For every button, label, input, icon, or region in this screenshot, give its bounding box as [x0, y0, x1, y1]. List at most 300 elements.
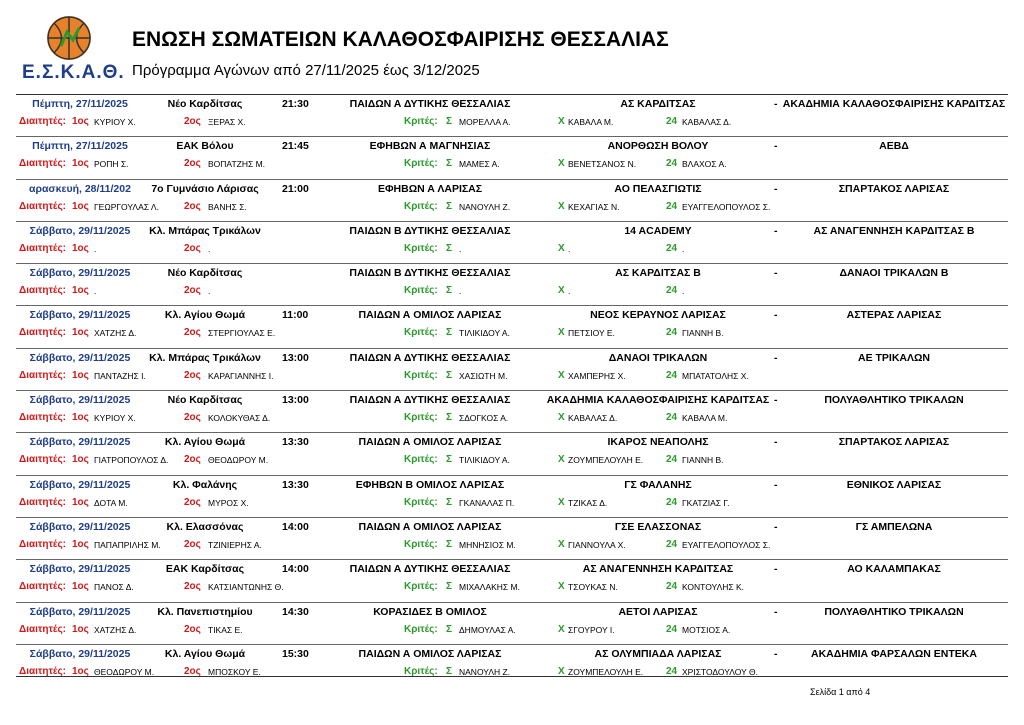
timer-label: Χ	[558, 242, 565, 254]
referees-label: Διαιτητές:	[19, 412, 66, 424]
games-list	[16, 94, 1008, 686]
versus-dash: -	[774, 520, 778, 533]
shot-clock-label: 24	[666, 581, 678, 593]
home-team: ΓΣ ΦΑΛΑΝΗΣ	[624, 478, 692, 491]
first-referee-label: 1ος	[72, 538, 89, 550]
first-referee: ΓΙΑΤΡΟΠΟΥΛΟΣ Δ.	[94, 455, 169, 466]
first-referee-label: 1ος	[72, 327, 89, 339]
first-referee-label: 1ος	[72, 200, 89, 212]
game-info-row	[16, 267, 1008, 283]
referees-label: Διαιτητές:	[19, 327, 66, 339]
first-referee: ΠΑΝΤΑΖΗΣ Ι.	[94, 370, 146, 381]
timer: ΖΟΥΜΠΕΛΟΥΛΗ Ε.	[568, 666, 644, 677]
scorer: ΜΙΧΑΛΑΚΗΣ Μ.	[459, 582, 520, 593]
basketball-icon	[47, 16, 91, 60]
referees-label: Διαιτητές:	[19, 242, 66, 254]
first-referee: ΓΕΩΡΓΟΥΛΑΣ Λ.	[94, 201, 159, 212]
game-info-row	[16, 436, 1008, 452]
versus-dash: -	[774, 267, 778, 280]
game-venue: Κλ. Ελασσόνας	[166, 520, 244, 533]
game-competition: ΠΑΙΔΩΝ Α ΔΥΤΙΚΗΣ ΘΕΣΣΑΛΙΑΣ	[349, 351, 511, 364]
away-team: ΠΟΛΥΑΘΛΗΤΙΚΟ ΤΡΙΚΑΛΩΝ	[824, 394, 964, 407]
first-referee-label: 1ος	[72, 242, 89, 254]
scorer-label: Σ	[446, 327, 453, 339]
judges-label: Κριτές:	[404, 327, 438, 339]
timer: ΤΣΟΥΚΑΣ Ν.	[568, 582, 618, 593]
game-row	[16, 517, 1008, 559]
judges-label: Κριτές:	[404, 623, 438, 635]
game-competition: ΠΑΙΔΩΝ Α ΔΥΤΙΚΗΣ ΘΕΣΣΑΛΙΑΣ	[349, 563, 511, 576]
scorer: ΤΙΛΙΚΙΔΟΥ Α.	[459, 328, 510, 339]
shot-clock-operator: ΜΟΤΣΙΟΣ Α.	[682, 624, 731, 635]
game-venue: ΕΑΚ Καρδίτσας	[165, 563, 245, 576]
away-team: ΔΑΝΑΟΙ ΤΡΙΚΑΛΩΝ Β	[839, 267, 949, 280]
game-time: 11:00	[282, 309, 309, 322]
second-referee: ΣΤΕΡΓΙΟΥΛΑΣ Ε.	[208, 328, 276, 339]
second-referee-label: 2ος	[184, 116, 201, 127]
versus-dash: -	[774, 647, 778, 660]
second-referee: ΞΕΡΑΣ Χ.	[208, 117, 246, 127]
game-info-row	[16, 352, 1008, 368]
game-row	[16, 644, 1008, 686]
game-time: 13:30	[282, 478, 309, 491]
game-time: 14:30	[282, 605, 309, 618]
timer-label: Χ	[558, 454, 565, 466]
game-competition: ΠΑΙΔΩΝ Α ΟΜΙΛΟΣ ΛΑΡΙΣΑΣ	[358, 436, 502, 449]
page-title: ΕΝΩΣΗ ΣΩΜΑΤΕΙΩΝ ΚΑΛΑΘΟΣΦΑΙΡΙΣΗΣ ΘΕΣΣΑΛΙΑΣ	[132, 28, 669, 51]
second-referee-label: 2ος	[184, 242, 201, 254]
timer: .	[568, 286, 571, 297]
scorer: ΜΟΡΕΛΛΑ Α.	[459, 117, 511, 127]
shot-clock-label: 24	[666, 285, 678, 297]
second-referee-label: 2ος	[184, 369, 201, 381]
game-info-row	[16, 309, 1008, 325]
scorer-label: Σ	[446, 369, 453, 381]
timer: ΖΟΥΜΠΕΛΟΥΛΗ Ε.	[568, 455, 644, 466]
game-competition: ΚΟΡΑΣΙΔΕΣ Β ΟΜΙΛΟΣ	[373, 605, 487, 618]
home-team: ΑΣ ΑΝΑΓΕΝΝΗΣΗ ΚΑΡΔΙΤΣΑΣ	[582, 563, 734, 576]
scorer-label: Σ	[446, 412, 453, 424]
game-date: Σάββατο, 29/11/2025	[29, 267, 131, 280]
shot-clock-label: 24	[666, 412, 678, 424]
versus-dash: -	[774, 563, 778, 576]
judges-label: Κριτές:	[404, 454, 438, 466]
game-info-row	[16, 394, 1008, 410]
officials-row	[16, 202, 1008, 216]
scorer: ΧΑΣΙΩΤΗ Μ.	[459, 370, 508, 381]
scorer-label: Σ	[446, 581, 453, 593]
shot-clock-label: 24	[666, 242, 678, 254]
game-venue: Νέο Καρδίτσας	[167, 98, 243, 110]
game-date: Σάββατο, 29/11/2025	[29, 436, 131, 449]
home-team: ΝΕΟΣ ΚΕΡΑΥΝΟΣ ΛΑΡΙΣΑΣ	[590, 309, 726, 322]
shot-clock-operator: .	[682, 286, 685, 297]
timer: ΤΖΙΚΑΣ Δ.	[568, 497, 608, 508]
scorer-label: Σ	[446, 454, 453, 466]
timer-label: Χ	[558, 369, 565, 381]
judges-label: Κριτές:	[404, 116, 438, 127]
versus-dash: -	[774, 224, 778, 237]
versus-dash: -	[774, 394, 778, 407]
scorer-label: Σ	[446, 623, 453, 635]
shot-clock-operator: ΓΙΑΝΝΗ Β.	[682, 328, 724, 339]
game-competition: ΠΑΙΔΩΝ Α ΟΜΙΛΟΣ ΛΑΡΙΣΑΣ	[358, 520, 502, 533]
versus-dash: -	[774, 98, 778, 110]
shot-clock-label: 24	[666, 623, 678, 635]
shot-clock-label: 24	[666, 538, 678, 550]
scorer: ΜΗΝΗΣΙΟΣ Μ.	[459, 539, 516, 550]
away-team: ΑΟ ΚΑΛΑΜΠΑΚΑΣ	[847, 563, 941, 576]
referees-label: Διαιτητές:	[19, 538, 66, 550]
scorer: ΓΚΑΝΑΛΑΣ Π.	[459, 497, 515, 508]
referees-label: Διαιτητές:	[19, 200, 66, 212]
scorer: ΔΗΜΟΥΛΑΣ Α.	[459, 624, 516, 635]
first-referee: .	[94, 243, 97, 254]
judges-label: Κριτές:	[404, 538, 438, 550]
first-referee-label: 1ος	[72, 623, 89, 635]
officials-row	[16, 667, 1008, 681]
second-referee: ΘΕΟΔΩΡΟΥ Μ.	[208, 455, 269, 466]
scorer-label: Σ	[446, 158, 453, 170]
first-referee-label: 1ος	[72, 496, 89, 508]
judges-label: Κριτές:	[404, 665, 438, 677]
game-row	[16, 94, 1008, 136]
scorer: ΤΙΛΙΚΙΔΟΥ Α.	[459, 455, 510, 466]
game-info-row	[16, 479, 1008, 495]
timer-label: Χ	[558, 116, 565, 127]
game-info-row	[16, 521, 1008, 537]
judges-label: Κριτές:	[404, 200, 438, 212]
shot-clock-label: 24	[666, 158, 678, 170]
officials-row	[16, 625, 1008, 639]
game-competition: ΠΑΙΔΩΝ Α ΔΥΤΙΚΗΣ ΘΕΣΣΑΛΙΑΣ	[349, 98, 511, 110]
away-team: ΑΕΒΔ	[879, 140, 909, 153]
scorer: ΣΔΟΓΚΟΣ Α.	[459, 413, 509, 424]
shot-clock-operator: ΜΠΑΤΑΤΟΛΗΣ Χ.	[682, 370, 749, 381]
judges-label: Κριτές:	[404, 158, 438, 170]
officials-row	[16, 244, 1008, 258]
game-row	[16, 263, 1008, 305]
shot-clock-label: 24	[666, 665, 678, 677]
away-team: ΑΚΑΔΗΜΙΑ ΚΑΛΑΘΟΣΦΑΙΡΙΣΗΣ ΚΑΡΔΙΤΣΑΣ	[782, 98, 1006, 110]
timer: ΚΕΧΑΓΙΑΣ Ν.	[568, 201, 620, 212]
game-competition: ΠΑΙΔΩΝ Β ΔΥΤΙΚΗΣ ΘΕΣΣΑΛΙΑΣ	[349, 267, 511, 280]
officials-row	[16, 582, 1008, 596]
timer-label: Χ	[558, 200, 565, 212]
game-info-row	[16, 648, 1008, 664]
game-info-row	[16, 225, 1008, 241]
game-venue: Νέο Καρδίτσας	[167, 394, 243, 407]
game-competition: ΠΑΙΔΩΝ Α ΟΜΙΛΟΣ ΛΑΡΙΣΑΣ	[358, 647, 502, 660]
game-competition: ΕΦΗΒΩΝ Α ΛΑΡΙΣΑΣ	[377, 182, 483, 195]
home-team: ΑΣ ΚΑΡΔΙΤΣΑΣ Β	[615, 267, 701, 280]
shot-clock-operator: ΧΡΙΣΤΟΔΟΥΛΟΥ Θ.	[682, 666, 758, 677]
scorer-label: Σ	[446, 496, 453, 508]
referees-label: Διαιτητές:	[19, 496, 66, 508]
timer: ΚΑΒΑΛΑΣ Δ.	[568, 413, 618, 424]
second-referee: ΚΑΤΣΙΑΝΤΩΝΗΣ Θ.	[208, 582, 284, 593]
home-team: ΔΑΝΑΟΙ ΤΡΙΚΑΛΩΝ	[608, 351, 708, 364]
game-row	[16, 179, 1008, 221]
officials-row	[16, 455, 1008, 469]
game-venue: Κλ. Μπάρας Τρικάλων	[149, 351, 261, 364]
shot-clock-label: 24	[666, 116, 678, 127]
officials-row	[16, 328, 1008, 342]
game-date: Σάββατο, 29/11/2025	[29, 647, 131, 660]
game-info-row	[16, 606, 1008, 622]
judges-label: Κριτές:	[404, 369, 438, 381]
referees-label: Διαιτητές:	[19, 665, 66, 677]
second-referee-label: 2ος	[184, 158, 201, 170]
first-referee-label: 1ος	[72, 285, 89, 297]
second-referee: ΜΠΟΣΚΟΥ Ε.	[208, 666, 261, 677]
versus-dash: -	[774, 605, 778, 618]
versus-dash: -	[774, 140, 778, 153]
timer: .	[568, 243, 571, 254]
first-referee-label: 1ος	[72, 116, 89, 127]
game-date: Σάββατο, 29/11/2025	[29, 309, 131, 322]
second-referee: ΤΙΚΑΣ Ε.	[208, 624, 243, 635]
game-info-row	[16, 563, 1008, 579]
scorer: .	[459, 243, 462, 254]
shot-clock-label: 24	[666, 496, 678, 508]
officials-row	[16, 371, 1008, 385]
scorer-label: Σ	[446, 285, 453, 297]
first-referee-label: 1ος	[72, 158, 89, 170]
timer: ΓΙΑΝΝΟΥΛΑ Χ.	[568, 539, 626, 550]
game-venue: ΕΑΚ Βόλου	[176, 140, 234, 153]
second-referee: ΒΑΝΗΣ Σ.	[208, 201, 247, 212]
game-time: 15:30	[282, 647, 309, 660]
away-team: ΓΣ ΑΜΠΕΛΩΝΑ	[855, 520, 933, 533]
versus-dash: -	[774, 182, 778, 195]
second-referee: .	[208, 243, 211, 254]
game-time: 13:00	[282, 394, 309, 407]
officials-row	[16, 286, 1008, 300]
officials-row	[16, 159, 1008, 173]
home-team: ΑΣ ΟΛΥΜΠΙΑΔΑ ΛΑΡΙΣΑΣ	[594, 647, 722, 660]
game-row	[16, 221, 1008, 263]
game-date: Σάββατο, 29/11/2025	[29, 224, 131, 237]
away-team: ΑΣ ΑΝΑΓΕΝΝΗΣΗ ΚΑΡΔΙΤΣΑΣ Β	[813, 224, 975, 237]
scorer-label: Σ	[446, 200, 453, 212]
game-row	[16, 602, 1008, 644]
eskath-logo	[22, 16, 125, 84]
game-date: Σάββατο, 29/11/2025	[29, 478, 131, 491]
second-referee: ΤΖΙΝΙΕΡΗΣ Α.	[208, 539, 262, 550]
timer: ΠΕΤΣΙΟΥ Ε.	[568, 328, 615, 339]
shot-clock-operator: ΚΟΝΤΟΥΛΗΣ Κ.	[682, 582, 745, 593]
second-referee-label: 2ος	[184, 581, 201, 593]
game-row	[16, 348, 1008, 390]
second-referee-label: 2ος	[184, 623, 201, 635]
game-date: Πέμπτη, 27/11/2025	[32, 140, 128, 153]
game-date: αρασκευή, 28/11/202	[29, 182, 131, 195]
referees-label: Διαιτητές:	[19, 285, 66, 297]
game-competition: ΠΑΙΔΩΝ Α ΟΜΙΛΟΣ ΛΑΡΙΣΑΣ	[358, 309, 502, 322]
referees-label: Διαιτητές:	[19, 158, 66, 170]
game-info-row	[16, 98, 1008, 114]
away-team: ΑΚΑΔΗΜΙΑ ΦΑΡΣΑΛΩΝ ΕΝΤΕΚΑ	[811, 647, 977, 660]
shot-clock-operator: ΚΑΒΑΛΑΣ Δ.	[682, 117, 732, 127]
second-referee: ΚΑΡΑΓΙΑΝΝΗΣ Ι.	[208, 370, 274, 381]
timer-label: Χ	[558, 158, 565, 170]
shot-clock-label: 24	[666, 369, 678, 381]
game-venue: Κλ. Πανεπιστημίου	[157, 605, 253, 618]
timer-label: Χ	[558, 581, 565, 593]
game-venue: Κλ. Μπάρας Τρικάλων	[149, 224, 261, 237]
game-competition: ΠΑΙΔΩΝ Α ΔΥΤΙΚΗΣ ΘΕΣΣΑΛΙΑΣ	[349, 394, 511, 407]
game-date: Σάββατο, 29/11/2025	[29, 563, 131, 576]
game-row	[16, 475, 1008, 517]
first-referee-label: 1ος	[72, 581, 89, 593]
versus-dash: -	[774, 351, 778, 364]
scorer: ΜΑΜΕΣ Α.	[459, 159, 500, 170]
scorer-label: Σ	[446, 242, 453, 254]
timer: ΒΕΝΕΤΣΑΝΟΣ Ν.	[568, 159, 637, 170]
scorer-label: Σ	[446, 116, 453, 127]
second-referee-label: 2ος	[184, 665, 201, 677]
referees-label: Διαιτητές:	[19, 369, 66, 381]
first-referee: ΡΟΠΗ Σ.	[94, 159, 129, 170]
home-team: ΑΟ ΠΕΛΑΣΓΙΩΤΙΣ	[614, 182, 702, 195]
timer-label: Χ	[558, 412, 565, 424]
timer: ΧΑΜΠΕΡΗΣ Χ.	[568, 370, 626, 381]
home-team: 14 ACADEMY	[624, 224, 692, 237]
first-referee: ΚΥΡΙΟΥ Χ.	[94, 413, 136, 424]
game-date: Πέμπτη, 27/11/2025	[32, 98, 128, 110]
second-referee-label: 2ος	[184, 285, 201, 297]
judges-label: Κριτές:	[404, 412, 438, 424]
home-team: ΓΣΕ ΕΛΑΣΣΟΝΑΣ	[614, 520, 702, 533]
game-time: 21:00	[282, 182, 309, 195]
home-team: ΑΣ ΚΑΡΔΙΤΣΑΣ	[620, 98, 696, 110]
versus-dash: -	[774, 309, 778, 322]
first-referee: ΧΑΤΖΗΣ Δ.	[94, 328, 137, 339]
scorer-label: Σ	[446, 538, 453, 550]
shot-clock-operator: ΒΛΑΧΟΣ Α.	[682, 159, 727, 170]
first-referee: ΠΑΝΟΣ Δ.	[94, 582, 134, 593]
game-time: 13:30	[282, 436, 309, 449]
away-team: ΣΠΑΡΤΑΚΟΣ ΛΑΡΙΣΑΣ	[838, 182, 950, 195]
second-referee: ΒΟΠΑΤΖΗΣ Μ.	[208, 159, 266, 170]
first-referee: .	[94, 286, 97, 297]
scorer-label: Σ	[446, 665, 453, 677]
page-subtitle: Πρόγραμμα Αγώνων από 27/11/2025 έως 3/12/2025	[132, 62, 480, 79]
game-time: 21:45	[282, 140, 309, 153]
game-venue: Κλ. Αγίου Θωμά	[164, 647, 246, 660]
timer-label: Χ	[558, 496, 565, 508]
game-time: 14:00	[282, 520, 309, 533]
versus-dash: -	[774, 436, 778, 449]
second-referee-label: 2ος	[184, 454, 201, 466]
game-row	[16, 432, 1008, 474]
judges-label: Κριτές:	[404, 242, 438, 254]
shot-clock-label: 24	[666, 200, 678, 212]
first-referee: ΘΕΟΔΩΡΟΥ Μ.	[94, 666, 155, 677]
game-row	[16, 390, 1008, 432]
game-row	[16, 559, 1008, 601]
timer-label: Χ	[558, 327, 565, 339]
page-header	[0, 0, 1024, 90]
game-competition: ΠΑΙΔΩΝ Β ΔΥΤΙΚΗΣ ΘΕΣΣΑΛΙΑΣ	[349, 224, 511, 237]
game-time: 13:00	[282, 351, 309, 364]
second-referee-label: 2ος	[184, 327, 201, 339]
logo-text: Ε.Σ.Κ.Α.Θ.	[22, 62, 125, 83]
first-referee-label: 1ος	[72, 369, 89, 381]
second-referee: ΜΥΡΟΣ Χ.	[208, 497, 249, 508]
judges-label: Κριτές:	[404, 581, 438, 593]
judges-label: Κριτές:	[404, 285, 438, 297]
game-row	[16, 305, 1008, 347]
first-referee: ΚΥΡΙΟΥ Χ.	[94, 117, 136, 127]
home-team: ΑΕΤΟΙ ΛΑΡΙΣΑΣ	[618, 605, 698, 618]
timer-label: Χ	[558, 538, 565, 550]
shot-clock-label: 24	[666, 327, 678, 339]
versus-dash: -	[774, 478, 778, 491]
second-referee-label: 2ος	[184, 538, 201, 550]
second-referee-label: 2ος	[184, 412, 201, 424]
game-date: Σάββατο, 29/11/2025	[29, 605, 131, 618]
home-team: ΙΚΑΡΟΣ ΝΕΑΠΟΛΗΣ	[607, 436, 709, 449]
officials-row	[16, 413, 1008, 427]
first-referee-label: 1ος	[72, 665, 89, 677]
game-venue: Κλ. Αγίου Θωμά	[164, 436, 246, 449]
timer-label: Χ	[558, 665, 565, 677]
second-referee: ΚΟΛΟΚΥΘΑΣ Δ.	[208, 413, 271, 424]
shot-clock-operator: .	[682, 243, 685, 254]
scorer: ΝΑΝΟΥΛΗ Ζ.	[459, 201, 511, 212]
game-time: 21:30	[282, 98, 309, 110]
shot-clock-operator: ΓΙΑΝΝΗ Β.	[682, 455, 724, 466]
away-team: ΠΟΛΥΑΘΛΗΤΙΚΟ ΤΡΙΚΑΛΩΝ	[824, 605, 964, 618]
game-venue: 7ο Γυμνάσιο Λάρισας	[151, 182, 259, 195]
second-referee-label: 2ος	[184, 496, 201, 508]
game-date: Σάββατο, 29/11/2025	[29, 394, 131, 407]
shot-clock-operator: ΓΚΑΤΖΙΑΣ Γ.	[682, 497, 730, 508]
first-referee: ΧΑΤΖΗΣ Δ.	[94, 624, 137, 635]
scorer: ΝΑΝΟΥΛΗ Ζ.	[459, 666, 511, 677]
page-number: Σελίδα 1 από 4	[810, 687, 871, 697]
shot-clock-operator: ΕΥΑΓΓΕΛΟΠΟΥΛΟΣ Σ.	[682, 539, 771, 550]
game-competition: ΕΦΗΒΩΝ Β ΟΜΙΛΟΣ ΛΑΡΙΣΑΣ	[355, 478, 505, 491]
timer: ΚΑΒΑΛΑ Μ.	[568, 117, 614, 127]
shot-clock-operator: ΕΥΑΓΓΕΛΟΠΟΥΛΟΣ Σ.	[682, 201, 771, 212]
game-venue: Νέο Καρδίτσας	[167, 267, 243, 280]
shot-clock-operator: ΚΑΒΑΛΑ Μ.	[682, 413, 728, 424]
game-info-row	[16, 140, 1008, 156]
away-team: ΣΠΑΡΤΑΚΟΣ ΛΑΡΙΣΑΣ	[838, 436, 950, 449]
scorer: .	[459, 286, 462, 297]
game-time: 14:00	[282, 563, 309, 576]
game-competition: ΕΦΗΒΩΝ Α ΜΑΓΝΗΣΙΑΣ	[369, 140, 491, 153]
game-venue: Κλ. Αγίου Θωμά	[164, 309, 246, 322]
away-team: ΕΘΝΙΚΟΣ ΛΑΡΙΣΑΣ	[846, 478, 942, 491]
timer: ΣΓΟΥΡΟΥ Ι.	[568, 624, 615, 635]
timer-label: Χ	[558, 285, 565, 297]
judges-label: Κριτές:	[404, 496, 438, 508]
away-team: ΑΕ ΤΡΙΚΑΛΩΝ	[857, 351, 930, 364]
second-referee: .	[208, 286, 211, 297]
bottom-divider	[16, 676, 1008, 677]
first-referee: ΔΟΤΑ Μ.	[94, 497, 128, 508]
referees-label: Διαιτητές:	[19, 454, 66, 466]
first-referee-label: 1ος	[72, 412, 89, 424]
game-info-row	[16, 183, 1008, 199]
officials-row	[16, 117, 1008, 131]
game-row	[16, 136, 1008, 178]
home-team: ΑΚΑΔΗΜΙΑ ΚΑΛΑΘΟΣΦΑΙΡΙΣΗΣ ΚΑΡΔΙΤΣΑΣ	[546, 394, 770, 407]
